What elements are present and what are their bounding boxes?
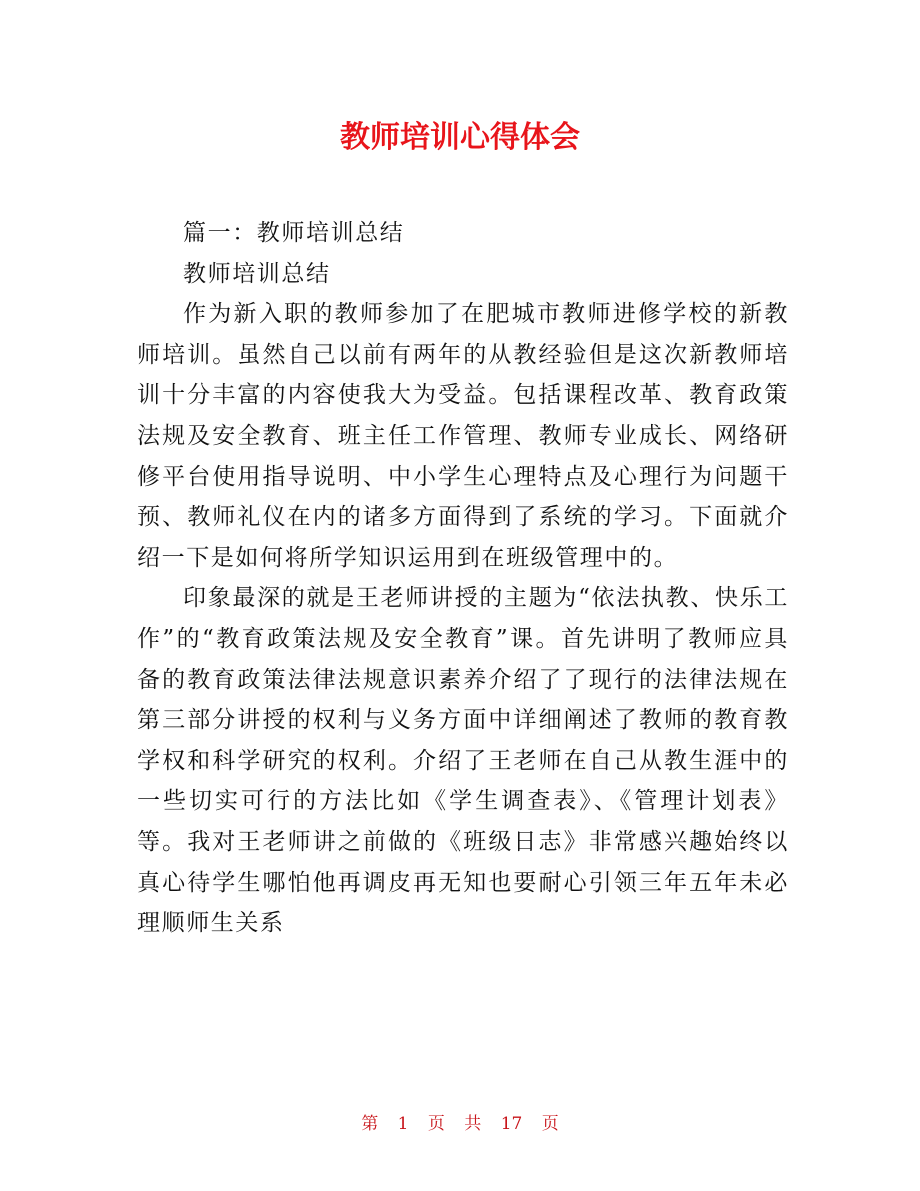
footer-suffix: 页 [541, 1114, 559, 1134]
footer-total-word: 共 [464, 1114, 482, 1134]
document-title: 教师培训心得体会 [340, 120, 580, 155]
footer-prefix: 第 [361, 1114, 379, 1134]
body-paragraph: 作为新入职的教师参加了在肥城市教师进修学校的新教师培训。虽然自己以前有两年的从教经验但是这次新教师培训十分丰富的内容使我大为受益。包括课程改革、教育政策法规及安全教育、班主任工作管理、教师专业成长、网络研修平台使用指导说明、中小学生心理特点及心理行为问题干预、教师礼仪在内的诸多方面得到了系统的学习。下面就介绍一下是如何将所学知识运用到在班级管理中的。 [137, 301, 789, 571]
subsection-heading: 教师培训总结 [183, 260, 331, 287]
footer-current-page: 1 [397, 1114, 409, 1134]
footer-total-pages: 17 [500, 1114, 523, 1134]
footer-page-word: 页 [427, 1114, 445, 1134]
body-paragraph: 印象最深的就是王老师讲授的主题为“依法执教、快乐工作”的“教育政策法规及安全教育”课。首先讲明了教师应具备的教育政策法律法规意识素养介绍了了现行的法律法规在第三部分讲授的权利与义务方面中详细阐述了教师的教育教学权和科学研究的权利。介绍了王老师在自己从教生涯中的一些切实可行的方法比如《学生调查表》、《管理计划表》等。我对王老师讲之前做的《班级日志》非常感兴趣始终以真心待学生哪怕他再调皮再无知也要耐心引领三年五年未必理顺师生关系 [137, 585, 789, 937]
section-heading: 篇一：教师培训总结 [183, 220, 405, 246]
document-body [137, 213, 789, 944]
page-footer [0, 1112, 920, 1136]
